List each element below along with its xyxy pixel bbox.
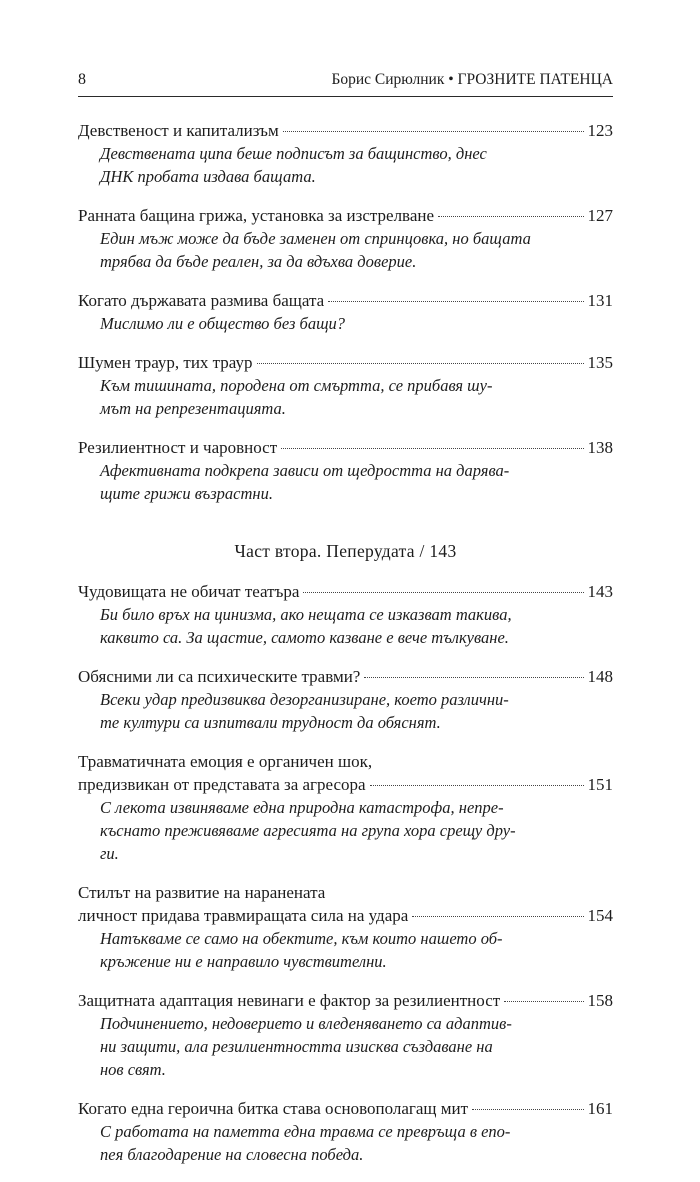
dot-leader <box>364 677 583 678</box>
toc-entry-title: Девственост и капитализъм <box>78 121 279 140</box>
toc-entry-description-line: ги. <box>100 844 119 863</box>
toc-entry-description-line: Би било връх на цинизма, ако нещата се изказват такива, <box>100 605 512 624</box>
toc-entry-description-line: пея благодарение на словесна победа. <box>100 1145 364 1164</box>
toc-title-line <box>78 436 613 459</box>
toc-entry-title: Обясними ли са психическите травми? <box>78 667 361 686</box>
toc-entry-title: Шумен траур, тих траур <box>78 353 253 372</box>
dot-leader <box>283 131 584 132</box>
toc-entry-description-line: ДНК пробата издава бащата. <box>100 167 316 186</box>
toc-page-number: 161 <box>587 1099 613 1118</box>
toc-entry-description-line: С работата на паметта една травма се превръща в епо- <box>100 1122 511 1141</box>
dot-leader <box>472 1109 583 1110</box>
toc-page-number: 127 <box>587 206 613 225</box>
toc-entry-description-line: каквито са. За щастие, самото казване е вече тълкуване. <box>100 628 509 647</box>
toc-entry[interactable] <box>78 289 613 335</box>
toc-entry-description-line: Към тишината, породена от смъртта, се прибавя шу- <box>100 376 493 395</box>
toc-title-line <box>78 119 613 142</box>
dot-leader <box>328 301 583 302</box>
toc-entry-title: Резилиентност и чаровност <box>78 438 278 457</box>
toc-entry-title: Ранната бащина грижа, установка за изстрелване <box>78 206 435 225</box>
dot-leader <box>370 785 584 786</box>
dot-leader <box>303 592 583 593</box>
toc-page-number: 154 <box>587 906 613 925</box>
toc-entry[interactable] <box>78 204 613 273</box>
header-rule <box>78 96 613 97</box>
dot-leader <box>412 916 583 917</box>
toc-page-number: 158 <box>587 991 613 1010</box>
toc-page-number: 151 <box>587 775 613 794</box>
toc-entry-description-line: Всеки удар предизвиква дезорганизиране, което различни- <box>100 690 509 709</box>
toc-page-number: 131 <box>587 291 613 310</box>
toc-title-line <box>78 773 613 796</box>
part-heading[interactable]: Част втора. Пеперудата / 143 <box>234 541 457 561</box>
toc-entry-description-line: Мислимо ли е общество без бащи? <box>100 314 346 333</box>
dot-leader <box>438 216 583 217</box>
toc-entry-description-line: мът на репрезентацията. <box>100 399 286 418</box>
toc-title-line: Стилът на развитие на наранената <box>78 883 326 902</box>
toc-page-number: 148 <box>587 667 613 686</box>
toc-page-number: 143 <box>587 582 613 601</box>
toc-entry[interactable] <box>78 119 613 188</box>
toc-entry[interactable] <box>78 881 613 973</box>
toc-entry-description-line: къснато преживяваме агресията на група хора срещу дру- <box>100 821 516 840</box>
dot-leader <box>281 448 583 449</box>
page-header <box>78 71 613 89</box>
toc-entry-description-line: С лекота извиняваме една природна катастрофа, непре- <box>100 798 504 817</box>
page-number: 8 <box>78 71 86 88</box>
toc-entry-description-line: Подчинението, недоверието и вледеняването са адаптив- <box>100 1014 512 1033</box>
toc-entry[interactable] <box>78 989 613 1081</box>
toc-entry-description-line: Един мъж може да бъде заменен от спринцовка, но бащата <box>100 229 531 248</box>
toc-entry-title: Когато една героична битка става основополагащ мит <box>78 1099 469 1118</box>
toc-entry-description-line: Девствената ципа беше подписът за бащинство, днес <box>100 144 487 163</box>
toc-title-line <box>78 1097 613 1120</box>
toc-entry[interactable] <box>78 580 613 649</box>
toc-title-line <box>78 665 613 688</box>
toc-entry-title: Чудовищата не обичат театъра <box>78 582 300 601</box>
running-title: Борис Сирюлник • ГРОЗНИТЕ ПАТЕНЦА <box>331 71 613 88</box>
toc-page-number: 123 <box>587 121 613 140</box>
toc-entry-description-line: ни защити, ала резилиентността изисква създаване на <box>100 1037 493 1056</box>
toc-title-line <box>78 989 613 1012</box>
toc-entry-description-line: щите грижи възрастни. <box>100 484 273 503</box>
toc-entry[interactable] <box>78 436 613 505</box>
toc-entry[interactable] <box>78 1097 613 1166</box>
toc-page-number: 138 <box>587 438 613 457</box>
toc-title-line <box>78 904 613 927</box>
toc-title-line <box>78 204 613 227</box>
toc-entry-title: Защитната адаптация невинаги е фактор за резилиентност <box>78 991 501 1010</box>
toc-entry-description-line: Натъкваме се само на обектите, към които нашето об- <box>100 929 503 948</box>
toc-title-line <box>78 580 613 603</box>
toc-entry-description-line: Афективната подкрепа зависи от щедростта на дарява- <box>100 461 510 480</box>
toc-entry-title: Когато държавата размива бащата <box>78 291 325 310</box>
dot-leader <box>257 363 584 364</box>
toc-entry[interactable] <box>78 750 613 865</box>
toc-entry-title: личност придава травмиращата сила на удара <box>78 906 409 925</box>
toc-title-line <box>78 289 613 312</box>
toc-entry-description-line: нов свят. <box>100 1060 166 1079</box>
table-of-contents <box>78 119 613 1182</box>
toc-entry[interactable] <box>78 351 613 420</box>
toc-title-line: Травматичната емоция е органичен шок, <box>78 752 373 771</box>
toc-entry-description-line: те култури са изпитвали трудност да обяснят. <box>100 713 441 732</box>
toc-page-number: 135 <box>587 353 613 372</box>
toc-entry-title: предизвикан от представата за агресора <box>78 775 366 794</box>
toc-entry[interactable] <box>78 665 613 734</box>
toc-entry-description-line: кръжение ни е направило чувствителни. <box>100 952 387 971</box>
toc-entry-description-line: трябва да бъде реален, за да вдъхва доверие. <box>100 252 417 271</box>
dot-leader <box>504 1001 583 1002</box>
toc-title-line <box>78 351 613 374</box>
